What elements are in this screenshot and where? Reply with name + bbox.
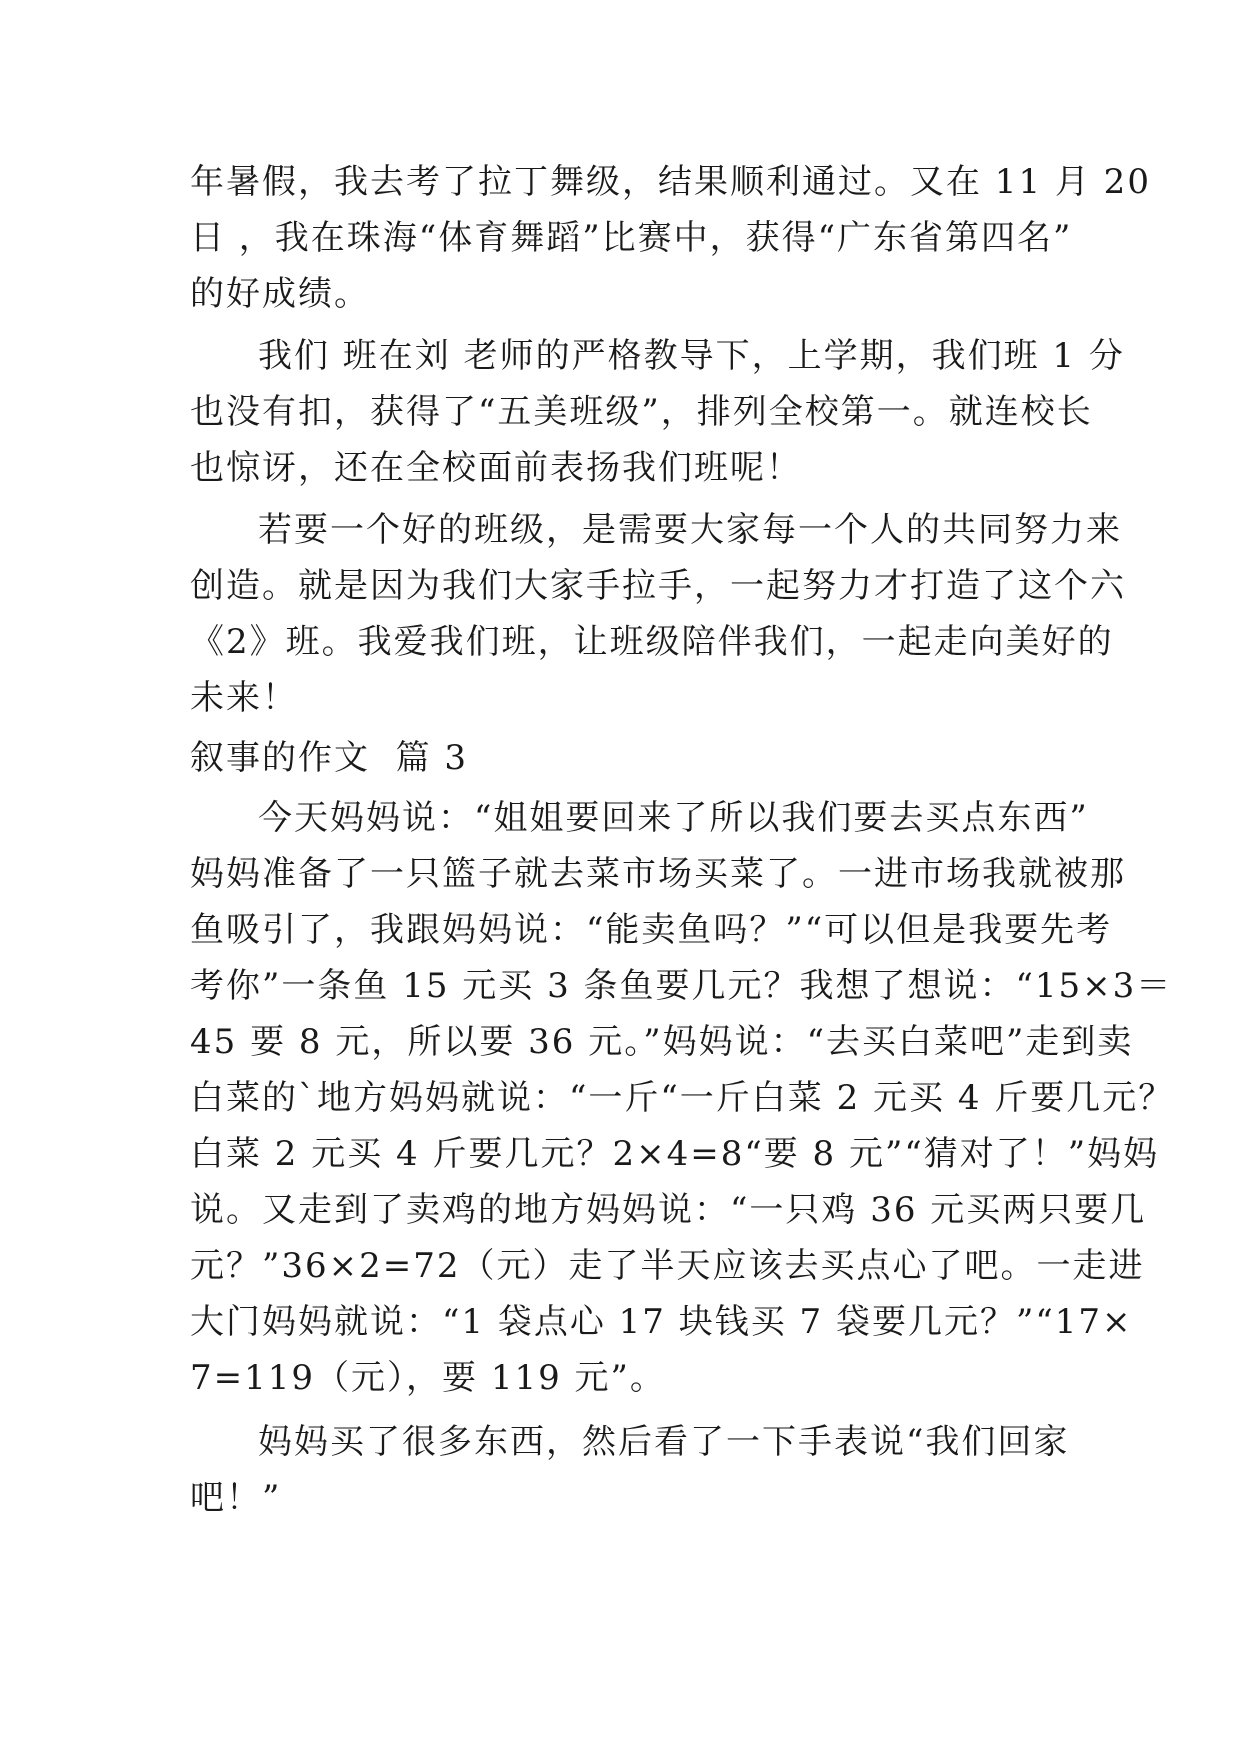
text-line: 日 ，我在珠海“体育舞蹈”比赛中，获得“广东省第四名” (190, 218, 1073, 258)
text-line: 吧！” (190, 1478, 282, 1518)
paragraph-first-line: 今天妈妈说：“姐姐要回来了所以我们要去买点东西” (258, 798, 1089, 838)
text-line: 年暑假，我去考了拉丁舞级，结果顺利通过。又在 11 月 20 (190, 162, 1151, 202)
text-line: 白菜的`地方妈妈就说：“一斤“一斤白菜 2 元买 4 斤要几元？ (190, 1078, 1175, 1118)
text-line: 未来！ (190, 678, 298, 718)
text-line: 白菜 2 元买 4 斤要几元？2×4=8“要 8 元”“猜对了！”妈妈 (190, 1134, 1160, 1174)
text-line: 也惊讶，还在全校面前表扬我们班呢！ (190, 448, 802, 488)
text-line: 考你”一条鱼 15 元买 3 条鱼要几元？我想了想说：“15×3＝ (190, 966, 1173, 1006)
paragraph-first-line: 妈妈买了很多东西，然后看了一下手表说“我们回家 (258, 1422, 1070, 1462)
paragraph-first-line: 若要一个好的班级，是需要大家每一个人的共同努力来 (258, 510, 1122, 550)
paragraph-first-line: 我们 班在刘 老师的严格教导下，上学期，我们班 1 分 (258, 336, 1125, 376)
text-line: 45 要 8 元，所以要 36 元。”妈妈说：“去买白菜吧”走到卖 (190, 1022, 1134, 1062)
text-line: 大门妈妈就说：“1 袋点心 17 块钱买 7 袋要几元？”“17× (190, 1302, 1133, 1342)
text-line: 鱼吸引了，我跟妈妈说：“能卖鱼吗？”“可以但是我要先考 (190, 910, 1113, 950)
text-line: 7=119（元），要 119 元”。 (190, 1358, 666, 1398)
text-line: 创造。就是因为我们大家手拉手，一起努力才打造了这个六 (190, 566, 1126, 606)
text-line: 也没有扣，获得了“五美班级”，排列全校第一。就连校长 (190, 392, 1093, 432)
text-line: 妈妈准备了一只篮子就去菜市场买菜了。一进市场我就被那 (190, 854, 1126, 894)
text-line: 说。又走到了卖鸡的地方妈妈说：“一只鸡 36 元买两只要几 (190, 1190, 1147, 1230)
text-line: 《2》班。我爱我们班，让班级陪伴我们，一起走向美好的 (190, 622, 1114, 662)
text-line: 的好成绩。 (190, 274, 370, 314)
section-heading: 叙事的作文 篇 3 (190, 738, 469, 778)
text-line: 元？”36×2=72（元）走了半天应该去买点心了吧。一走进 (190, 1246, 1145, 1286)
